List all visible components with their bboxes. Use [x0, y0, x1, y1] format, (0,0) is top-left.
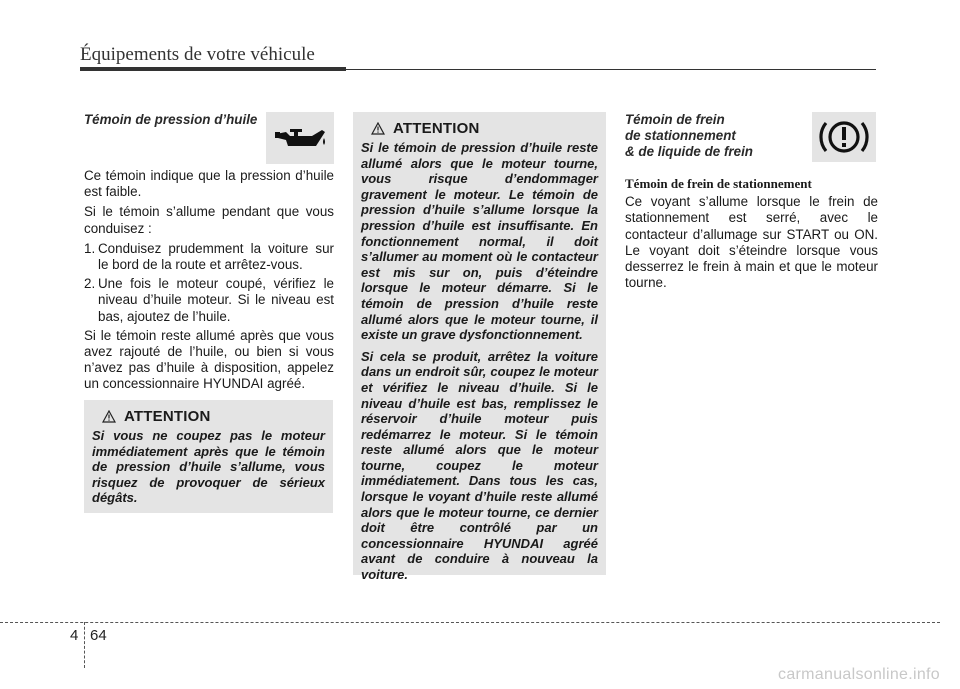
attention-box-oil	[84, 400, 333, 513]
attention-paragraph-2: Si cela se produit, arrêtez la voiture dans un endroit sûr, coupez le moteur et vérifiez le niveau d’huile. Si le niveau d’huile est bas, remplissez le réservoir d’huile moteur puis redémarrez le moteur. Si le témoin reste allumé alors que le moteur tourne, coupez le moteur immédiatement. Dans tous les cas, lorsque le voyant d’huile reste allumé alors que le moteur tourne, ce dernier doit être contrôlé par un concessionnaire HYUNDAI agréé avant de conduire à nouveau la voiture.	[361, 348, 598, 583]
brake-text: Ce voyant s’allume lorsque le frein de stationnement est serré, avec le contacteur d’allumage sur START ou ON. Le voyant doit s’éteindre lorsque vous desserrez le frein à main et que le moteur tourne.	[625, 194, 878, 291]
brake-subtitle: Témoin de frein de stationnement	[625, 176, 812, 191]
oil-section-title: Témoin de pression d’huile	[84, 112, 258, 127]
attention-text: Si vous ne coupez pas le moteur immédiatement après que le témoin de pression d’huile s’allume, vous risquez de provoquer de sérieux dégâts.	[92, 428, 325, 506]
attention-header	[92, 408, 325, 425]
attention-header	[361, 120, 598, 137]
oil-outro-text: Si le témoin reste allumé après que vous avez rajouté de l’huile, ou bien si vous n’avez pas d’huile à disposition, appelez un concessionnaire HYUNDAI agréé.	[84, 327, 334, 392]
step-text: Une fois le moteur coupé, vérifiez le niveau d’huile moteur. Si le niveau est bas, ajoutez de l’huile.	[98, 276, 334, 324]
brake-section-title-line: de stationnement	[625, 128, 736, 143]
step-text: Conduisez prudemment la voiture sur le bord de la route et arrêtez-vous.	[98, 240, 334, 273]
oil-lead-text: Si le témoin s’allume pendant que vous conduisez :	[84, 204, 334, 236]
oil-intro-text: Ce témoin indique que la pression d’huile est faible.	[84, 168, 334, 200]
warning-triangle-icon	[102, 410, 116, 423]
attention-label: ATTENTION	[393, 120, 480, 137]
attention-box-oil-detail	[353, 112, 606, 583]
watermark: carmanualsonline.info	[778, 666, 940, 683]
page-header-title: Équipements de votre véhicule	[80, 44, 315, 65]
brake-section-title-line: & de liquide de frein	[625, 144, 753, 159]
page-number: 64	[90, 627, 107, 644]
attention-label: ATTENTION	[124, 408, 211, 425]
list-item	[84, 241, 334, 273]
header-rule-thin	[346, 69, 876, 70]
brake-warning-icon	[812, 112, 876, 162]
brake-section-title-line: Témoin de frein	[625, 112, 725, 127]
footer-rule	[0, 622, 940, 623]
chapter-number: 4	[70, 627, 79, 644]
attention-paragraph-1: Si le témoin de pression d’huile reste allumé alors que le moteur tourne, vous risque d’endommager gravement le moteur. Le témoin de pression d’huile s’allume lorsque la pression d’huile est insuffisante. En fonctionnement normal, il doit s’allumer au moment où le contacteur est mis sur on, puis d’éteindre lorsque le moteur démarre. Si le témoin de pression d’huile reste allumé alors que le moteur tourne, il existe un grave dysfonctionnement.	[361, 140, 598, 343]
list-item	[84, 276, 334, 325]
header-rule-thick	[80, 67, 346, 71]
step-number: 1.	[84, 240, 96, 256]
step-number: 2.	[84, 276, 96, 292]
oil-can-icon	[266, 112, 334, 164]
warning-triangle-icon	[371, 122, 385, 135]
footer-divider	[84, 622, 85, 668]
